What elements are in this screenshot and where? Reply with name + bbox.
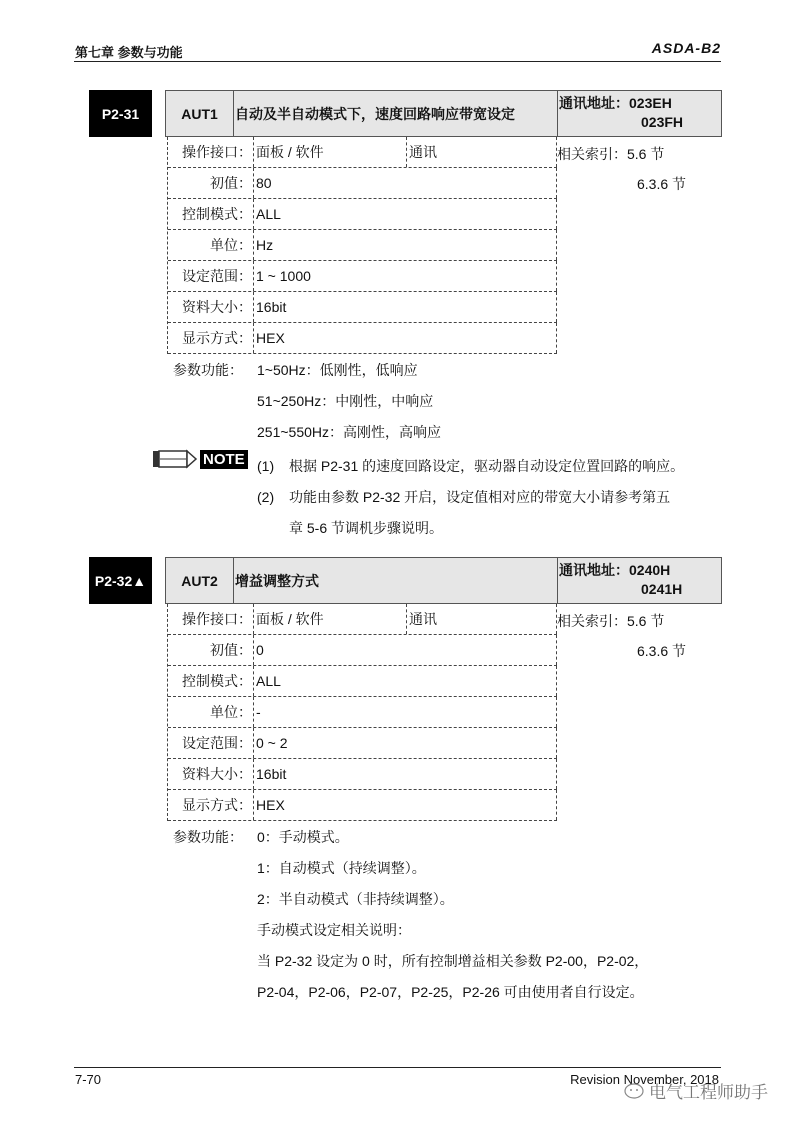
ref-link: 6.3.6 节: [637, 176, 687, 192]
function-line: 0：手动模式。: [257, 829, 349, 845]
row-label: 操作接口：: [168, 137, 254, 167]
note-text: 功能由参数 P2-32 开启，设定值相对应的带宽大小请参考第五: [289, 489, 671, 505]
table-row: [168, 168, 557, 199]
function-line: 当 P2-32 设定为 0 时，所有控制增益相关参数 P2-00，P2-02，: [257, 953, 649, 969]
function-label: 参数功能：: [173, 829, 243, 845]
table-row: [168, 230, 557, 261]
table-row: [168, 790, 557, 821]
row-value: -: [254, 697, 557, 727]
page-number: 7-70: [75, 1072, 102, 1087]
row-value: 16bit: [254, 759, 557, 789]
table-row: [168, 728, 557, 759]
revision-text: Revision November, 2018: [570, 1072, 719, 1087]
function-line: 手动模式设定相关说明：: [257, 922, 411, 938]
address-value-1: 0240H: [629, 562, 671, 578]
row-label: 单位：: [168, 697, 254, 727]
row-value: 面板 / 软件: [254, 604, 407, 634]
function-line: 251~550Hz：高刚性，高响应: [257, 424, 442, 440]
row-value: 1 ~ 1000: [254, 261, 557, 291]
param-table: [167, 137, 557, 354]
row-value: ALL: [254, 199, 557, 229]
function-line: P2-04，P2-06，P2-07，P2-25，P2-26 可由使用者自行设定。: [257, 984, 644, 1000]
address-value-2: 023FH: [641, 114, 684, 130]
param-address: [558, 91, 721, 136]
ref-link: 5.6 节: [627, 613, 665, 629]
row-label: 初值：: [168, 635, 254, 665]
function-line: 1~50Hz：低刚性，低响应: [257, 362, 418, 378]
row-value-2: 通讯: [409, 611, 437, 627]
function-label: 参数功能：: [173, 362, 243, 378]
watermark-brand-text: 电气工程师助手: [649, 1083, 768, 1102]
chapter-title: 第七章 参数与功能: [75, 45, 183, 60]
row-label: 单位：: [168, 230, 254, 260]
ref-label: 相关索引：: [557, 146, 627, 162]
ref-label: 相关索引：: [557, 613, 627, 629]
related-index: [557, 606, 686, 666]
row-value-2: 通讯: [409, 144, 437, 160]
table-row: [168, 199, 557, 230]
row-label: 显示方式：: [168, 323, 254, 353]
param-header: [165, 90, 722, 137]
row-value: Hz: [254, 230, 557, 260]
param-header: [165, 557, 722, 604]
param-id-badge: P2-32▲: [89, 557, 152, 604]
param-function: [0, 355, 793, 455]
param-code: AUT2: [166, 558, 234, 603]
row-label: 初值：: [168, 168, 254, 198]
function-line: 51~250Hz：中刚性，中响应: [257, 393, 434, 409]
table-row: [168, 292, 557, 323]
ref-link: 6.3.6 节: [637, 643, 687, 659]
table-row: [168, 635, 557, 666]
row-value: ALL: [254, 666, 557, 696]
brand-logo: ASDA-B2: [651, 40, 721, 56]
note-number: (1): [257, 458, 275, 474]
row-value: HEX: [254, 323, 557, 353]
row-label: 控制模式：: [168, 666, 254, 696]
address-label: 通讯地址：: [559, 95, 629, 111]
param-title: 自动及半自动模式下，速度回路响应带宽设定: [234, 91, 558, 136]
footer-divider: [74, 1067, 721, 1068]
row-label: 显示方式：: [168, 790, 254, 820]
related-index: [557, 139, 686, 199]
row-label: 设定范围：: [168, 261, 254, 291]
row-label: 控制模式：: [168, 199, 254, 229]
note-list: [0, 451, 793, 546]
note-text: 根据 P2-31 的速度回路设定，驱动器自动设定位置回路的响应。: [289, 458, 685, 474]
row-value: HEX: [254, 790, 557, 820]
row-label: 操作接口：: [168, 604, 254, 634]
table-row: [168, 759, 557, 790]
param-function: [0, 822, 793, 1012]
function-line: 2：半自动模式（非持续调整）。: [257, 891, 454, 907]
note-text: 章 5-6 节调机步骤说明。: [289, 520, 444, 536]
address-value-1: 023EH: [629, 95, 672, 111]
note-label: NOTE: [200, 450, 248, 469]
row-value: 面板 / 软件: [254, 137, 407, 167]
param-address: [558, 558, 721, 603]
row-value: 0 ~ 2: [254, 728, 557, 758]
header-divider: [74, 61, 721, 62]
row-label: 资料大小：: [168, 759, 254, 789]
table-row: [168, 137, 557, 168]
table-row: [168, 261, 557, 292]
table-row: [168, 604, 557, 635]
address-value-2: 0241H: [641, 581, 683, 597]
row-value: 80: [254, 168, 557, 198]
function-line: 1：自动模式（持续调整）。: [257, 860, 426, 876]
table-row: [168, 323, 557, 354]
table-row: [168, 697, 557, 728]
row-label: 设定范围：: [168, 728, 254, 758]
table-row: [168, 666, 557, 697]
watermark-brand: [623, 1078, 768, 1103]
param-title: 增益调整方式: [234, 558, 558, 603]
note-number: (2): [257, 489, 275, 505]
chat-bubble-icon: [623, 1082, 645, 1100]
row-value: 0: [254, 635, 557, 665]
ref-link: 5.6 节: [627, 146, 665, 162]
address-label: 通讯地址：: [559, 562, 629, 578]
row-label: 资料大小：: [168, 292, 254, 322]
param-id-badge: P2-31: [89, 90, 152, 137]
row-value: 16bit: [254, 292, 557, 322]
param-table: [167, 604, 557, 821]
param-code: AUT1: [166, 91, 234, 136]
